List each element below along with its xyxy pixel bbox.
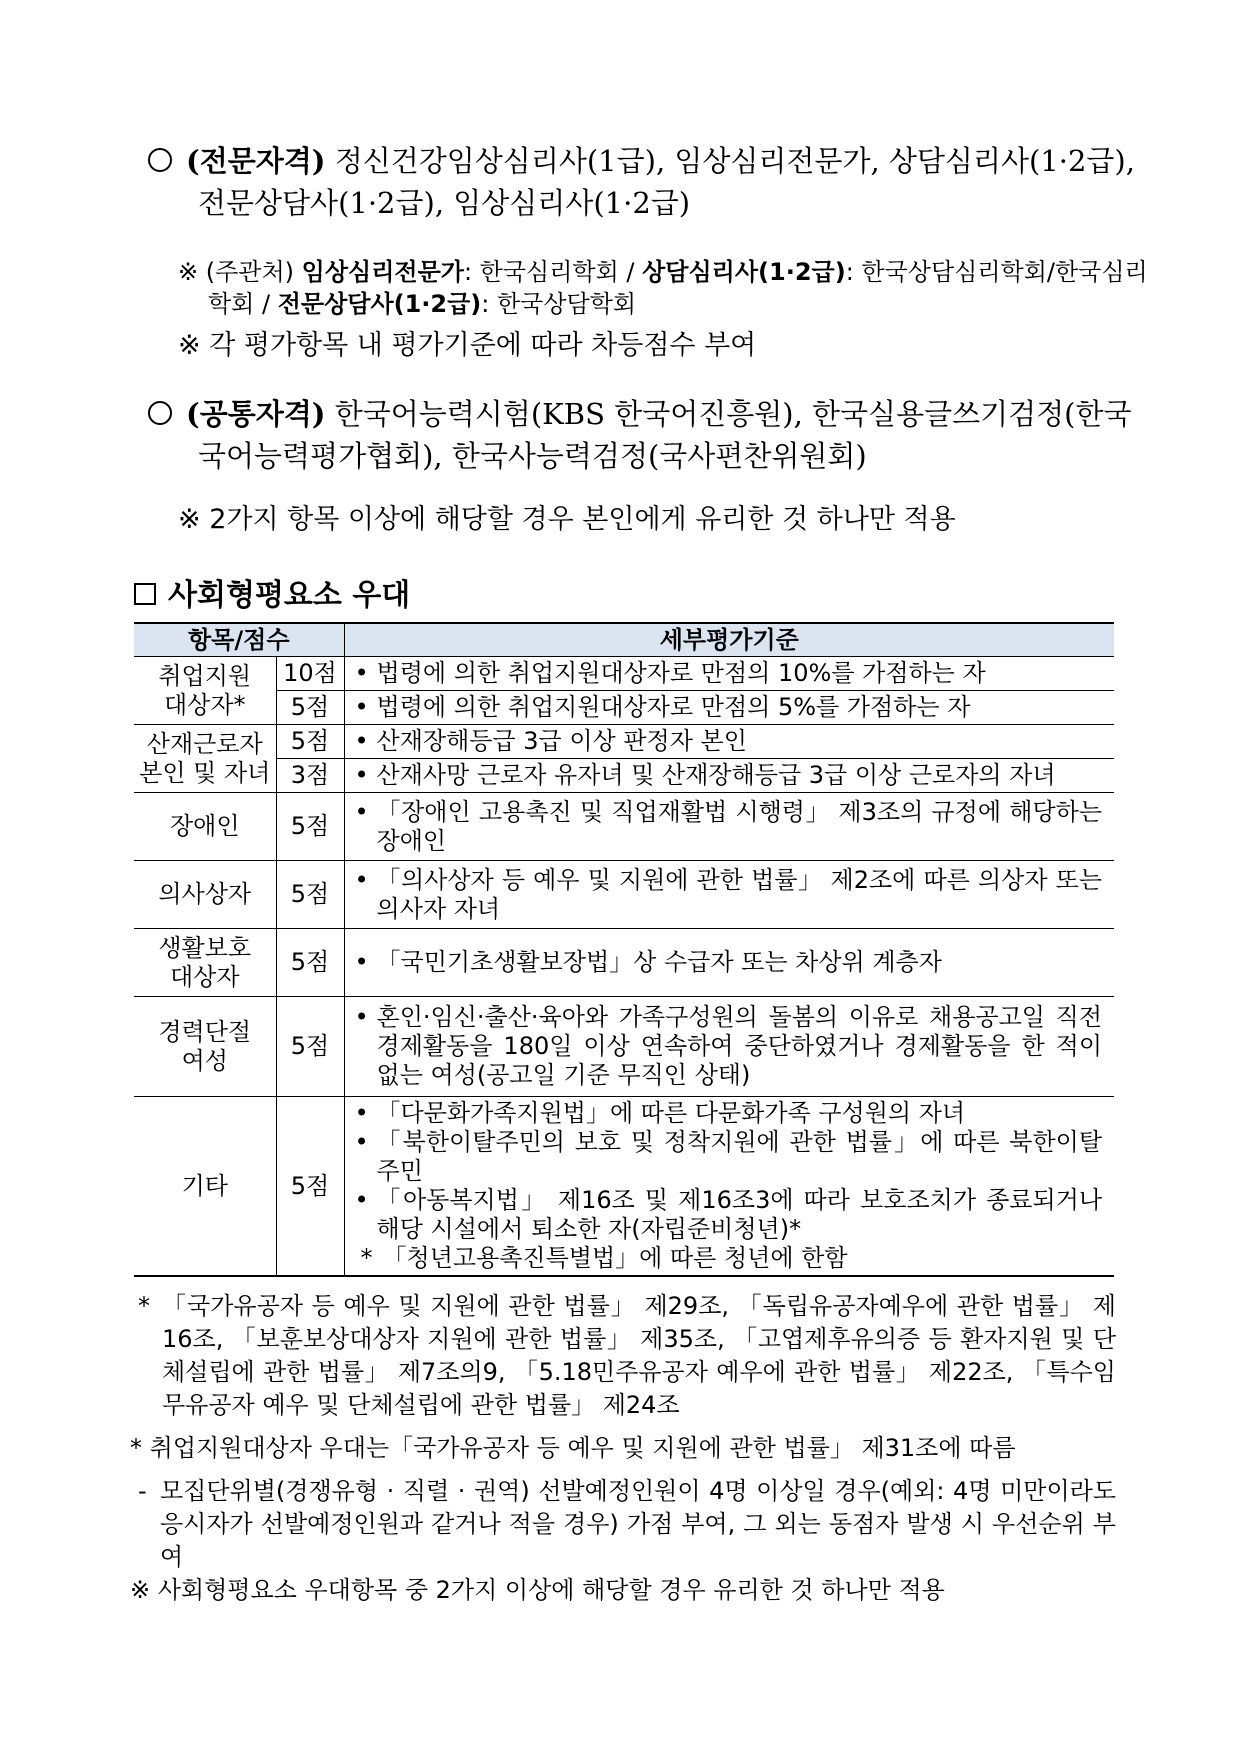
- footnote-text: 「국가유공자 등 예우 및 지원에 관한 법률」 제29조, 「독립유공자예우에 관한 법률」 제16조, 「보훈보상대상자 지원에 관한 법률」 제35조, 「고엽제후유의증 등 환자지원 및 단체설립에 관한 법률」 제7조의9, 「5.18민주유공자 예우에 관한 법률」 제22조, 「특수임무유공자 예우 및 단체설립에 관한 법률」 제24조: [162, 1292, 1116, 1419]
- category-cell: 의사상자: [134, 861, 276, 929]
- section-text-line2: 전문상담사(1·2급), 임상심리사(1·2급): [198, 186, 691, 220]
- detail-cell: • 「장애인 고용촉진 및 직업재활법 시행령」 제3조의 규정에 해당하는 장애인: [344, 793, 1114, 861]
- square-bullet-icon: [134, 583, 156, 605]
- score-cell: 5점: [276, 997, 344, 1097]
- detail-text: 법령에 의한 취업지원대상자로 만점의 10%를 가점하는 자: [376, 659, 986, 687]
- detail-cell: • 「다문화가족지원법」에 따른 다문화가족 구성원의 자녀 • 「북한이탈주민의 보호 및 정착지원에 관한 법률」에 따른 북한이탈주민 • 「아동복지법」 제16조 및 제16조3에 따라 보호조치가 종료되거나 해당 시설에서 퇴소한 자(자립준비청년)* * 「청년고용촉진특별법」에 따른 청년에 한함: [344, 1097, 1114, 1277]
- footnote-text: 모집단위별(경쟁유형 · 직렬 · 권역) 선발예정인원이 4명 이상일 경우(예외: 4명 미만이라도 응시자가 선발예정인원과 같거나 적을 경우) 가점 부여, 그 외는 동점자 발생 시 우선순위 부여: [160, 1477, 1116, 1571]
- circle-bullet-icon: [148, 401, 172, 425]
- note-bold-2: 상담심리사(1·2급): [642, 258, 846, 286]
- category-cell: 산재근로자 본인 및 자녀: [134, 725, 276, 793]
- detail-cell: • 산재사망 근로자 유자녀 및 산재장해등급 3급 이상 근로자의 자녀: [344, 759, 1114, 793]
- detail-text: 법령에 의한 취업지원대상자로 만점의 5%를 가점하는 자: [376, 693, 971, 721]
- footnote-dash: -: [138, 1477, 147, 1505]
- detail-text: 「다문화가족지원법」에 따른 다문화가족 구성원의 자녀: [376, 1099, 966, 1127]
- score-cell: 5점: [276, 1097, 344, 1277]
- footnote-laws: [138, 1290, 1116, 1422]
- footnote-note: ※ 사회형평요소 우대항목 중 2가지 이상에 해당할 경우 유리한 것 하나만 적용: [130, 1576, 945, 1604]
- note-bold-3: 전문상담사(1·2급): [277, 290, 482, 318]
- note-bold-1: 임상심리전문가: [301, 258, 464, 286]
- score-cell: 5점: [276, 725, 344, 759]
- section-text-line1: 정신건강임상심리사(1급), 임상심리전문가, 상담심리사(1·2급),: [334, 144, 1135, 178]
- category-cell: 경력단절 여성: [134, 997, 276, 1097]
- organizer-note: [178, 256, 1148, 320]
- detail-text: 「청년고용촉진특별법」에 따른 청년에 한함: [382, 1244, 848, 1272]
- detail-text: 「국민기초생활보장법」상 수급자 또는 차상위 계층자: [376, 948, 942, 976]
- section-text-line1: 한국어능력시험(KBS 한국어진흥원), 한국실용글쓰기검정(한국: [334, 397, 1132, 431]
- detail-cell: • 법령에 의한 취업지원대상자로 만점의 5%를 가점하는 자: [344, 691, 1114, 725]
- note-prefix: ※ (주관처): [178, 258, 302, 286]
- circle-bullet-icon: [148, 148, 172, 172]
- score-cell: 5점: [276, 793, 344, 861]
- header-item: 항목/점수: [134, 623, 344, 657]
- section-professional: [148, 140, 1135, 224]
- detail-text: 「아동복지법」 제16조 및 제16조3에 따라 보호조치가 종료되거나 해당 시설에서 퇴소한 자(자립준비청년)*: [376, 1186, 1103, 1243]
- section-common: [148, 393, 1132, 477]
- footnote-mark: *: [138, 1292, 150, 1320]
- note-text-1: : 한국심리학회 /: [463, 258, 643, 286]
- category-cell: 장애인: [134, 793, 276, 861]
- score-cell: 3점: [276, 759, 344, 793]
- score-cell: 10점: [276, 657, 344, 691]
- section-title-text: 사회형평요소 우대: [168, 578, 411, 613]
- footnote-condition: [138, 1475, 1116, 1574]
- footnotes: [130, 1290, 1116, 1607]
- detail-text: 「장애인 고용촉진 및 직업재활법 시행령」 제3조의 규정에 해당하는 장애인: [376, 797, 1103, 855]
- detail-text: 「의사상자 등 예우 및 지원에 관한 법률」 제2조에 따른 의상자 또는 의사자 자녀: [376, 865, 1103, 923]
- detail-cell: • 「국민기초생활보장법」상 수급자 또는 차상위 계층자: [344, 929, 1114, 997]
- detail-cell: • 혼인·임신·출산·육아와 가족구성원의 돌봄의 이유로 채용공고일 직전 경제활동을 180일 이상 연속하여 중단하였거나 경제활동을 한 적이 없는 여성(공고일 기준 무직인 상태): [344, 997, 1114, 1097]
- grading-note: ※ 각 평가항목 내 평가기준에 따라 차등점수 부여: [178, 330, 757, 361]
- detail-cell: • 산재장해등급 3급 이상 판정자 본인: [344, 725, 1114, 759]
- score-cell: 5점: [276, 691, 344, 725]
- note-text-2: : 한국상담심리학회/한국심리: [845, 258, 1148, 286]
- section-heading: (전문자격): [186, 144, 326, 178]
- detail-text: 산재장해등급 3급 이상 판정자 본인: [376, 727, 747, 755]
- footnote-support: * 취업지원대상자 우대는「국가유공자 등 예우 및 지원에 관한 법률」 제31조에 따름: [130, 1434, 1016, 1462]
- detail-cell: • 법령에 의한 취업지원대상자로 만점의 10%를 가점하는 자: [344, 657, 1114, 691]
- common-note: ※ 2가지 항목 이상에 해당할 경우 본인에게 유리한 것 하나만 적용: [178, 504, 956, 535]
- score-cell: 5점: [276, 861, 344, 929]
- detail-cell: • 「의사상자 등 예우 및 지원에 관한 법률」 제2조에 따른 의상자 또는 의사자 자녀: [344, 861, 1114, 929]
- header-detail: 세부평가기준: [344, 623, 1114, 657]
- section-heading: (공통자격): [186, 397, 326, 431]
- detail-text: 「북한이탈주민의 보호 및 정착지원에 관한 법률」에 따른 북한이탈주민: [376, 1128, 1103, 1185]
- detail-text: 산재사망 근로자 유자녀 및 산재장해등급 3급 이상 근로자의 자녀: [376, 761, 1056, 789]
- score-cell: 5점: [276, 929, 344, 997]
- category-cell: 기타: [134, 1097, 276, 1277]
- preference-table: [134, 622, 1114, 1277]
- note-text-3: 학회 /: [208, 290, 278, 318]
- detail-text: 혼인·임신·출산·육아와 가족구성원의 돌봄의 이유로 채용공고일 직전 경제활동을 180일 이상 연속하여 중단하였거나 경제활동을 한 적이 없는 여성(공고일 기준 무직인 상태): [376, 1003, 1103, 1089]
- section-title: [134, 570, 410, 614]
- category-cell: 취업지원 대상자*: [134, 657, 276, 725]
- note-text-4: : 한국상담학회: [481, 290, 637, 318]
- section-text-line2: 국어능력평가협회), 한국사능력검정(국사편찬위원회): [198, 439, 867, 473]
- category-cell: 생활보호 대상자: [134, 929, 276, 997]
